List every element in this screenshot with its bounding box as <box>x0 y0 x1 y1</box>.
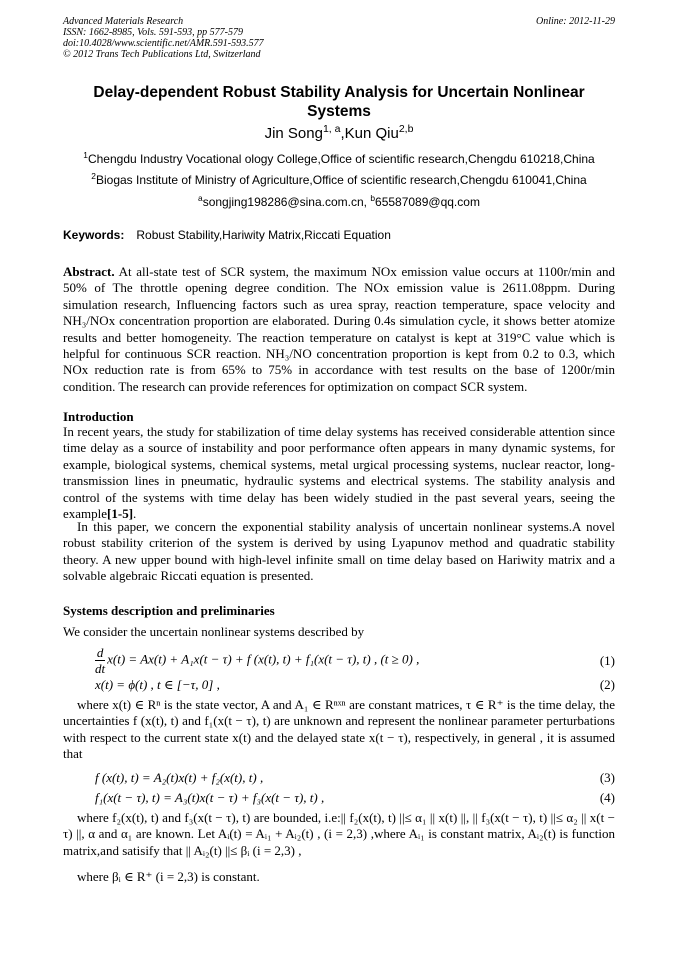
equation-2-number: (2) <box>599 677 615 692</box>
derivative-numerator: d <box>96 645 104 660</box>
affiliation-2-sup: 2 <box>91 171 96 181</box>
equation-2 <box>63 677 615 695</box>
equation-1 <box>63 645 615 675</box>
affiliation-1-text: Chengdu Industry Vocational ology College,Office of scientific research,Chengdu 610218,China <box>87 152 595 166</box>
journal-name: Advanced Materials Research <box>63 16 184 27</box>
doi-line: doi:10.4028/www.scientific.net/AMR.591-593.577 <box>63 38 264 49</box>
systems-heading: Systems description and preliminaries <box>63 603 275 618</box>
intro-p1-end: . <box>133 506 137 522</box>
copyright-line: © 2012 Trans Tech Publications Ltd, Switzerland <box>63 49 261 60</box>
equation-1-body: x(t) = Ax(t) + A₁x(t − τ) + f (x(t), t) + f₁(x(t − τ), t) , (t ≥ 0) , <box>107 651 420 667</box>
author-1-sup: 1, a <box>322 123 341 135</box>
equation-3 <box>63 770 615 788</box>
online-date: Online: 2012-11-29 <box>536 16 615 27</box>
abstract-text: At all-state test of SCR system, the maximum NOx emission value occurs at 1100r/min and 50% of The throttle opening degree condition. The NOx emission value is 2611.08ppm. During simulation research, Influencing factors such as urea spray, reaction temperature, space velocity and NH₃/NOx concentration proportion are elaborated. During 0.4s simulation cycle, it shows better atomize results and better homogeneity. The reaction temperature on catalyst is kept at 319°C value which is helpful for continuous SCR reaction. NH₃/NO concentration proportion is kept from 0.2 to 0.3, which NOx reduction rate is from 65% to 75% in accordance with test results on the base of 1200r/min condition. The research can provide references for optimization on compact SCR system. <box>63 264 615 394</box>
derivative-fraction <box>95 645 105 676</box>
affiliation-2 <box>63 171 615 187</box>
intro-p1-text: In recent years, the study for stabilization of time delay systems has received considerable attention since time delay as a source of instability and poor performance often appears in many dynamic systems, for example, biological systems, chemical systems, metal urgical processing systems, nuclear reactor, long-transmission lines in pneumatic, hydraulic systems and electrical systems. The stability analysis and control of the systems with time delay has been widely studied in the past several years, seeing the example <box>63 424 615 522</box>
equation-2-body: x(t) = ϕ(t) , t ∈ [−τ, 0] , <box>95 677 220 692</box>
systems-intro: We consider the uncertain nonlinear systems described by <box>63 624 365 639</box>
author-1: Jin Song <box>264 125 323 142</box>
derivative-denominator: dt <box>95 661 106 676</box>
abstract-label: Abstract. <box>63 264 115 279</box>
journal-meta <box>63 16 264 60</box>
keywords-line <box>63 228 391 242</box>
email-a-sup: a <box>198 193 203 203</box>
keywords-text: Robust Stability,Hariwity Matrix,Riccati Equation <box>136 228 391 242</box>
bound-paragraph: where f₂(x(t), t) and f₃(x(t − τ), t) are bounded, i.e:|| f₂(x(t), t) ||≤ α₁ || x(t) ||, || f₃(x(t − τ), t) ||≤ α₂ || x(t − τ) ||, α and α₁ are known. Let Aᵢ(t) = Aᵢ₁ + Aᵢ₂(t) , (i = 2,3) ,where Aᵢ₁ is constant matrix, Aᵢ₂(t) is function matrix,and satisify that || Aᵢ₂(t) ||≤ βᵢ (i = 2,3) , <box>63 810 615 858</box>
equation-4 <box>63 790 615 808</box>
state-vector-paragraph: where x(t) ∈ Rⁿ is the state vector, A and A₁ ∈ Rⁿˣⁿ are constant matrices, τ ∈ R⁺ is the time delay, the uncertainties f (x(t), t) and f₁(x(t − τ), t) are unknown and represent the nonlinear parameter perturbations with respect to the current state x(t) and the delayed state x(t − τ), respectively, in general , it is assumed that <box>63 697 615 762</box>
paper-title: Delay-dependent Robust Stability Analysis for Uncertain Nonlinear Systems <box>93 84 585 120</box>
equation-1-number: (1) <box>599 653 615 668</box>
equation-4-body: f₁(x(t − τ), t) = A₃(t)x(t − τ) + f₃(x(t − τ), t) , <box>95 790 325 805</box>
constant-paragraph: where βᵢ ∈ R⁺ (i = 2,3) is constant. <box>77 869 260 884</box>
author-2: Kun Qiu <box>344 125 399 142</box>
affiliation-1 <box>63 150 615 166</box>
introduction-paragraph-1 <box>63 424 615 522</box>
equation-3-number: (3) <box>599 770 615 785</box>
abstract-paragraph <box>63 264 615 395</box>
author-line <box>63 123 615 142</box>
affiliation-1-sup: 1 <box>83 150 88 160</box>
introduction-heading: Introduction <box>63 409 134 424</box>
email-b-sup: b <box>370 193 376 203</box>
affiliation-2-text: Biogas Institute of Ministry of Agriculture,Office of scientific research,Chengdu 610041,China <box>95 173 587 187</box>
introduction-paragraph-2: In this paper, we concern the exponential stability analysis of uncertain nonlinear systems.A novel robust stability criterion of the system is derived by using Lyapunov method and quadratic stability theory. A new upper bound with high-level infinite small on time delay based on Hariwity matrix and a solvable algebraic Riccati equation is presented. <box>63 519 615 584</box>
email-b[interactable]: 65587089@qq.com <box>375 195 480 209</box>
email-a[interactable]: songjing198286@sina.com.cn, <box>202 195 367 209</box>
issn-line: ISSN: 1662-8985, Vols. 591-593, pp 577-579 <box>63 27 243 38</box>
equation-3-body: f (x(t), t) = A₂(t)x(t) + f₂(x(t), t) , <box>95 770 264 785</box>
equation-4-number: (4) <box>599 790 615 805</box>
intro-p1-ref[interactable]: [1-5] <box>107 506 134 522</box>
email-line <box>63 193 615 209</box>
keywords-label: Keywords: <box>63 228 125 242</box>
author-2-sup: 2,b <box>398 123 414 135</box>
author-separator: , <box>340 125 345 142</box>
